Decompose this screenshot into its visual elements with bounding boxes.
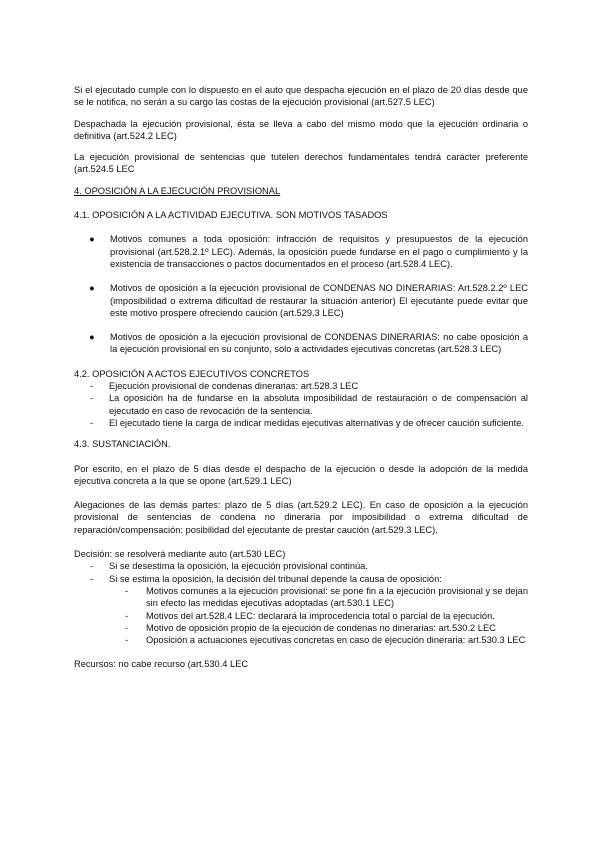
section-4-1-title: 4.1. OPOSICIÓN A LA ACTIVIDAD EJECUTIVA. SON MOTIVOS TASADOS — [74, 210, 388, 221]
dash-icon: - — [90, 417, 94, 428]
actos-list — [74, 380, 528, 429]
list-item: ● Motivos comunes a toda oposición: infracción de requisitos y presupuestos de la ejecución provisional (art.528.2.1º LEC). Además, la oposición puede fundarse en el pago o cumplimiento y la existencia de transacciones o pactos documentados en el proceso (art.528.4 LEC). — [89, 234, 528, 269]
list-item: ● Motivos de oposición a la ejecución provisional de CONDENAS DINERARIAS: no cabe oposición a la ejecución provisional en su conjunto, solo a actividades ejecutivas concretas (art.528.3 LEC) — [89, 332, 528, 355]
list-item: - Oposición a actuaciones ejecutivas concretas en caso de ejecución dineraria: art.530.3 LEC — [125, 635, 526, 646]
document-page — [74, 84, 528, 671]
section-4-3-title: 4.3. SUSTANCIACIÓN. — [74, 439, 171, 450]
estimacion-sublist — [74, 585, 528, 646]
list-item: - Motivos comunes a la ejecución provisional: se pone fin a la ejecución provisional y se dejan sin efecto las medidas ejecutivas adoptadas (art.530.1 LEC) — [125, 585, 528, 609]
dash-icon: - — [90, 381, 94, 392]
paragraph-derechos: La ejecución provisional de sentencias que tutelen derechos fundamentales tendrá carácter preferente (art.524.5 LEC — [74, 152, 528, 175]
paragraph-plazo: Por escrito, en el plazo de 5 días desde el despacho de la ejecución o desde la adopción de la medida ejecutiva concreta a la que se opone (art.529.1 LEC) — [74, 463, 528, 486]
dash-icon: - — [90, 393, 94, 404]
dash-icon: - — [125, 635, 129, 646]
list-item: - Motivo de oposición propio de la ejecución de condenas no dinerarias: art.530.2 LEC — [125, 622, 496, 633]
paragraph-recursos: Recursos: no cabe recurso (art.530.4 LEC — [74, 659, 249, 670]
paragraph-decision: Decisión: se resolverá mediante auto (art.530 LEC) — [74, 549, 286, 560]
list-item: - El ejecutado tiene la carga de indicar medidas ejecutivas alternativas y de ofrecer caución suficiente. — [90, 417, 524, 428]
list-item: - Ejecución provisional de condenas dinerarias: art.528.3 LEC — [90, 381, 359, 392]
dash-icon: - — [90, 561, 94, 572]
dash-icon: - — [125, 622, 129, 633]
list-item: - La oposición ha de fundarse en la absoluta imposibilidad de restauración o de compensación al ejecutado en caso de revocación de la sentencia. — [90, 393, 528, 416]
bullet-icon: ● — [89, 283, 95, 294]
list-item: - Si se estima la oposición, la decisión del tribunal depende la causa de oposición: — [90, 573, 442, 584]
section-4-2-title: 4.2. OPOSICIÓN A ACTOS EJECUTIVOS CONCRETOS — [74, 368, 310, 379]
paragraph-modo: Despachada la ejecución provisional, ésta se lleva a cabo del mismo modo que la ejecución ordinaria o definitiva (art.524.2 LEC) — [74, 118, 528, 141]
list-item: - Motivos del art.528.4 LEC: declarará la improcedencia total o parcial de la ejecución. — [125, 610, 495, 621]
list-item: - Si se desestima la oposición, la ejecución provisional continúa. — [90, 561, 368, 572]
list-item: ● Motivos de oposición a la ejecución provisional de CONDENAS NO DINERARIAS: Art.528.2.2º LEC (imposibilidad o extrema dificultad de restaurar la situación anterior) El ejecutante puede evitar que este motivo prospere ofreciendo caución (art.529.3 LEC) — [89, 283, 528, 318]
dash-icon: - — [125, 585, 129, 596]
dash-icon: - — [125, 610, 129, 621]
paragraph-alegaciones: Alegaciones de las demás partes: plazo de 5 días (art.529.2 LEC). En caso de oposición a la ejecución provisional de sentencias de condena no dineraria por imposibilidad o extrema dificultad de reparación/compensación: posibilidad del ejecutante de prestar caución (art.529.3 LEC). — [74, 500, 528, 535]
dash-icon: - — [90, 573, 94, 584]
decision-list — [74, 560, 528, 585]
bullet-icon: ● — [89, 234, 95, 245]
bullet-icon: ● — [89, 332, 95, 343]
paragraph-costas: Si el ejecutado cumple con lo dispuesto en el auto que despacha ejecución en el plazo de 20 días desde que se le notifica, no serán a su cargo las costas de la ejecución provisional (art.527.5 LEC) — [74, 85, 528, 108]
motivos-list — [74, 233, 528, 355]
section-4-title: 4. OPOSICIÓN A LA EJECUCIÓN PROVISIONAL — [74, 185, 281, 196]
